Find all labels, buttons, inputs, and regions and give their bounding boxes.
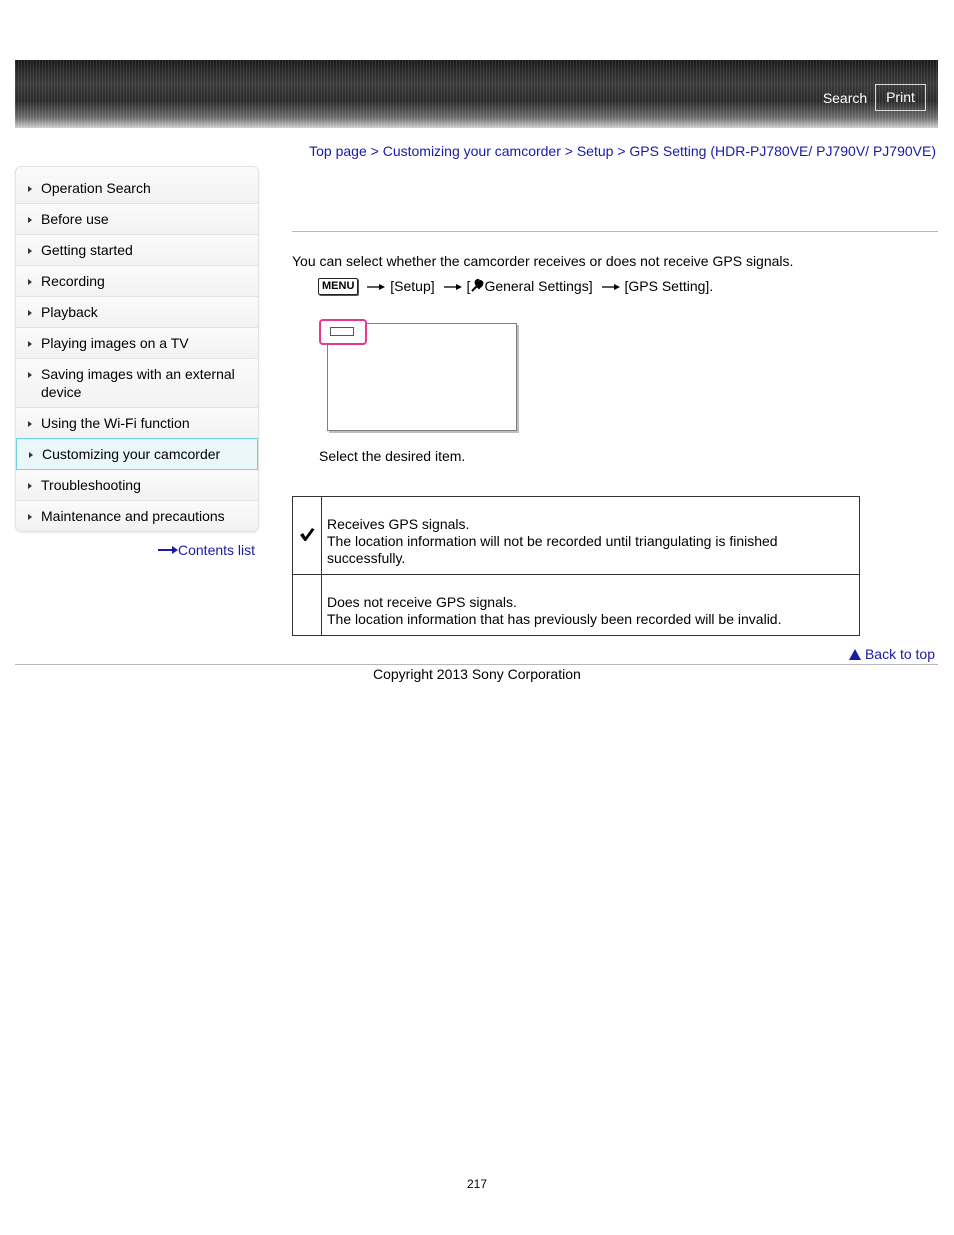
path-bracket: [ bbox=[466, 278, 471, 294]
search-button[interactable]: Search bbox=[822, 90, 868, 106]
intro-text: You can select whether the camcorder receives or does not receive GPS signals. bbox=[292, 253, 794, 269]
back-to-top-label: Back to top bbox=[864, 646, 935, 662]
sidebar-item-recording[interactable] bbox=[16, 266, 258, 297]
breadcrumb-separator: > bbox=[613, 143, 630, 159]
sidebar-item-operation-search[interactable] bbox=[16, 167, 258, 204]
sidebar-item-playing-images-tv[interactable] bbox=[16, 328, 258, 359]
path-step-general-settings: General Settings] bbox=[484, 278, 593, 294]
print-button[interactable]: Print bbox=[875, 84, 926, 111]
triangle-right-icon bbox=[28, 341, 32, 347]
arrow-right-icon bbox=[444, 283, 462, 291]
option-icon-cell bbox=[293, 575, 322, 636]
sidebar-item-label: Saving images with an external device bbox=[41, 366, 235, 400]
copyright-text: Copyright 2013 Sony Corporation bbox=[373, 666, 581, 682]
sidebar-item-playback[interactable] bbox=[16, 297, 258, 328]
title-divider bbox=[292, 231, 938, 232]
breadcrumb-setup[interactable]: Setup bbox=[576, 143, 614, 159]
sidebar-item-label: Customizing your camcorder bbox=[42, 446, 221, 462]
triangle-right-icon bbox=[28, 310, 32, 316]
sidebar-item-label: Before use bbox=[41, 211, 109, 227]
triangle-right-icon bbox=[28, 372, 32, 378]
sidebar-nav bbox=[15, 166, 259, 532]
sidebar-item-customizing[interactable] bbox=[16, 438, 258, 470]
sidebar-item-troubleshooting[interactable] bbox=[16, 470, 258, 501]
triangle-right-icon bbox=[28, 421, 32, 427]
sidebar-item-maintenance[interactable] bbox=[16, 501, 258, 531]
sidebar-item-wifi[interactable] bbox=[16, 408, 258, 439]
menu-button-highlight bbox=[319, 319, 367, 345]
table-row bbox=[293, 497, 860, 575]
option-icon-cell bbox=[293, 497, 322, 575]
option-detail: The location information that has previously been recorded will be invalid. bbox=[327, 611, 782, 627]
breadcrumb bbox=[309, 143, 936, 159]
sidebar-item-label: Maintenance and precautions bbox=[41, 508, 225, 524]
triangle-right-icon bbox=[28, 248, 32, 254]
checkmark-icon bbox=[299, 527, 315, 542]
triangle-right-icon bbox=[28, 279, 32, 285]
triangle-right-icon bbox=[28, 217, 32, 223]
triangle-up-icon bbox=[849, 649, 861, 660]
arrow-right-icon bbox=[158, 546, 178, 554]
select-instruction: Select the desired item. bbox=[319, 448, 466, 464]
breadcrumb-separator: > bbox=[366, 143, 383, 159]
breadcrumb-top-page[interactable]: Top page bbox=[309, 143, 367, 159]
triangle-right-icon bbox=[28, 483, 32, 489]
page-number: 217 bbox=[466, 1177, 488, 1191]
sidebar-item-label: Playing images on a TV bbox=[41, 335, 189, 351]
triangle-right-icon bbox=[28, 186, 32, 192]
path-step-gps-setting: [GPS Setting]. bbox=[624, 278, 714, 294]
table-row bbox=[293, 575, 860, 636]
arrow-right-icon bbox=[602, 283, 620, 291]
header-bar bbox=[15, 60, 938, 128]
wrench-icon bbox=[470, 279, 484, 293]
sidebar-item-before-use[interactable] bbox=[16, 204, 258, 235]
option-title: Does not receive GPS signals. bbox=[327, 594, 517, 610]
triangle-right-icon bbox=[29, 452, 33, 458]
menu-button-icon bbox=[330, 327, 354, 336]
option-description bbox=[322, 497, 860, 575]
breadcrumb-customizing[interactable]: Customizing your camcorder bbox=[382, 143, 561, 159]
option-description bbox=[322, 575, 860, 636]
footer-divider bbox=[15, 664, 938, 665]
sidebar-item-label: Using the Wi-Fi function bbox=[41, 415, 190, 431]
sidebar-item-getting-started[interactable] bbox=[16, 235, 258, 266]
menu-key-icon: MENU bbox=[318, 278, 358, 295]
sidebar-item-label: Recording bbox=[41, 273, 105, 289]
contents-list-link[interactable] bbox=[158, 542, 255, 558]
menu-path bbox=[318, 278, 713, 295]
sidebar-item-label: Playback bbox=[41, 304, 98, 320]
option-title: Receives GPS signals. bbox=[327, 516, 470, 532]
back-to-top-link[interactable] bbox=[849, 646, 935, 662]
breadcrumb-separator: > bbox=[560, 143, 577, 159]
arrow-right-icon bbox=[367, 283, 385, 291]
contents-list-label: Contents list bbox=[178, 542, 256, 558]
sidebar-item-label: Getting started bbox=[41, 242, 133, 258]
path-step-setup: [Setup] bbox=[390, 278, 435, 294]
option-detail: The location information will not be recorded until triangulating is finished successfully. bbox=[327, 533, 778, 566]
sidebar-item-saving-images[interactable] bbox=[16, 359, 258, 408]
options-table bbox=[292, 496, 860, 636]
triangle-right-icon bbox=[28, 514, 32, 520]
breadcrumb-current[interactable]: GPS Setting (HDR-PJ780VE/ PJ790V/ PJ790VE) bbox=[629, 143, 936, 159]
sidebar-item-label: Operation Search bbox=[41, 180, 151, 196]
sidebar-item-label: Troubleshooting bbox=[41, 477, 141, 493]
